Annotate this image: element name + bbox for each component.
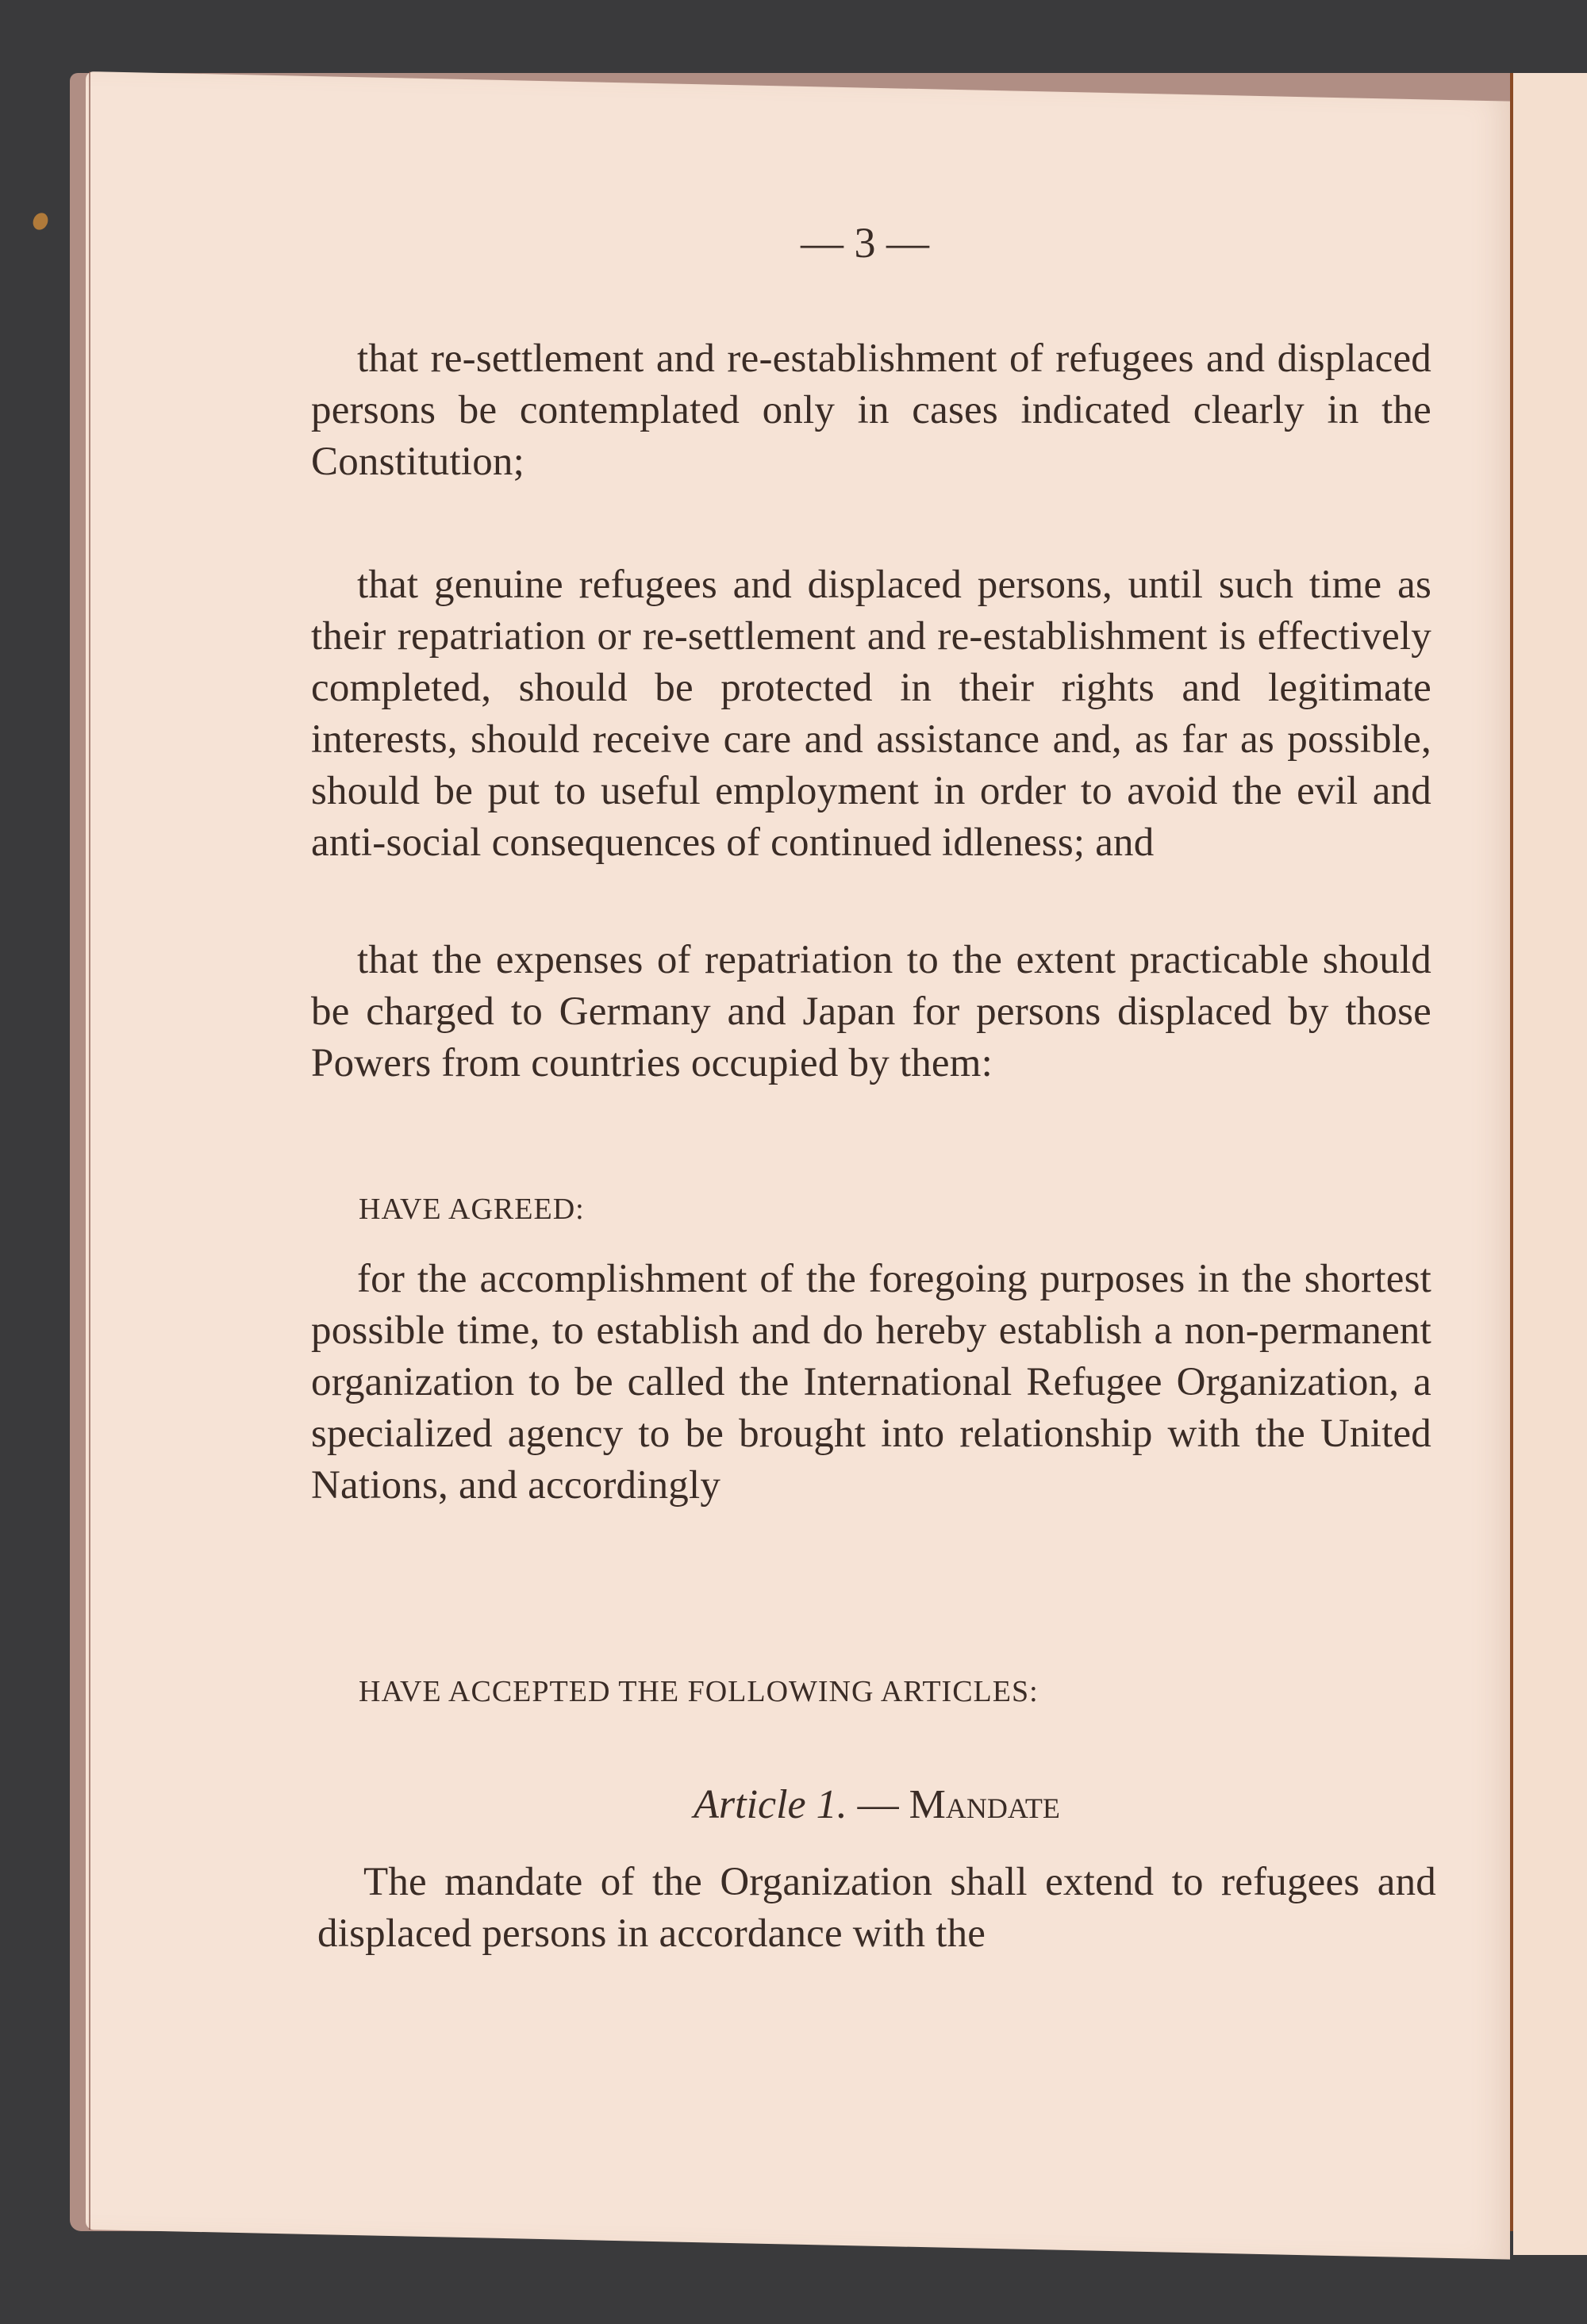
paragraph-genuine-refugees: that genuine refugees and displaced persons, until such time as their repatriation or re-settlement and re-establishment is effectively completed, should be protected in their rights and legitimate interests, should receive care and assistance and, as far as possible, should be put to useful employment in order to avoid the evil and anti-social consequences of continued idleness; and: [311, 563, 1431, 865]
heading-have-accepted: HAVE ACCEPTED THE FOLLOWING ARTICLES:: [359, 1675, 1039, 1708]
paragraph-establish-organization: for the accomplishment of the foregoing purposes in the shortest possible time, to establish and do hereby establish a non-permanent organization to be called the International Refugee Organization, a specialized agency to be brought into relationship with the United Nations, and accordingly: [311, 1257, 1431, 1508]
paragraph-expenses: that the expenses of repatriation to the extent practicable should be charged to Germany and Japan for persons displaced by those Powers from countries occupied by them:: [311, 938, 1431, 1085]
article-label: Article 1.: [694, 1782, 847, 1827]
paragraph-mandate: The mandate of the Organization shall extend to refugees and displaced persons in accordance with the: [317, 1860, 1436, 1956]
article-title: Mandate: [909, 1782, 1060, 1827]
article-heading: [317, 1781, 1436, 1828]
paragraph-resettlement: that re-settlement and re-establishment of refugees and displaced persons be contemplated only in cases indicated clearly in the Constitution;: [311, 336, 1431, 484]
dust-speck: [30, 210, 51, 232]
heading-have-agreed: HAVE AGREED:: [359, 1193, 585, 1226]
article-dash: —: [847, 1782, 909, 1827]
page-number: — 3 —: [801, 219, 929, 267]
facing-page-edge: [1513, 73, 1587, 2255]
